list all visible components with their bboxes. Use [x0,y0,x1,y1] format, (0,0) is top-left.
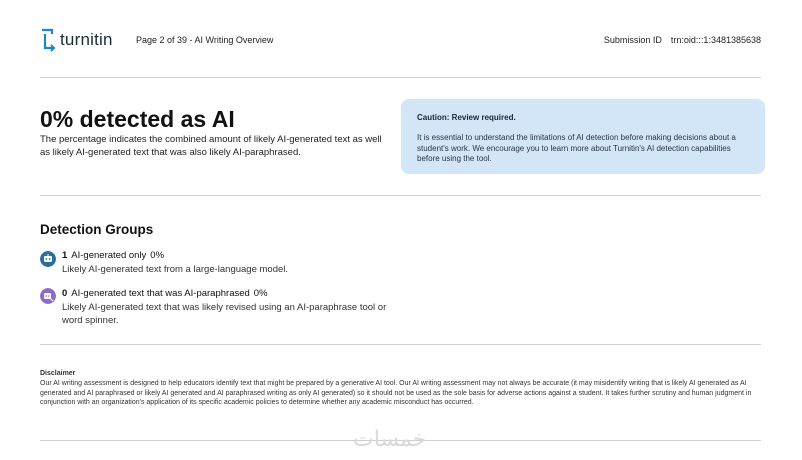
group-label: AI-generated text that was AI-paraphrased [71,288,250,299]
disclaimer-label: Disclaimer [40,370,76,377]
robot-icon [40,251,56,267]
group-label: AI-generated only [71,250,147,261]
submission-info [604,35,761,45]
caution-box [401,99,765,174]
detection-group-ai-paraphrased [62,288,268,299]
group-description: Likely AI-generated text that was likely revised using an AI-paraphrase tool or word spinner. [62,302,387,326]
group-percent: 0% [253,288,268,299]
group-icon-wrapper [40,288,56,309]
disclaimer-text: Our AI writing assessment is designed to help educators identify text that might be prepared by a generative AI tool. Our AI writing assessment may not always be accurate (it may misidentify writing that is likely AI generated as AI generated and AI paraphrased or likely AI generated and AI paraphrased writing as only AI generated) so it should not be used as the sole basis for adverse actions against a student. It takes further scrutiny and human judgment in conjunction with an organization's application of its specific academic policies to determine whether any academic misconduct has occurred. [40,380,752,406]
caution-body: It is essential to understand the limitations of AI detection before making decisions about a student's work. We encourage you to learn more about Turnitin's AI detection capabilities before using the tool. [417,133,736,163]
caution-title: Caution: Review required. [417,113,516,122]
divider [40,77,761,78]
watermark: خمسات [353,427,427,452]
turnitin-logo [40,28,113,52]
submission-label: Submission ID [603,35,662,45]
divider [40,195,761,196]
group-count: 0 [62,288,68,299]
group-count: 1 [62,250,68,261]
turnitin-logo-icon [40,28,56,52]
group-percent: 0% [150,250,165,261]
divider [40,344,761,345]
ai-detection-description: The percentage indicates the combined amount of likely AI-generated text as well as likely AI-generated text that was also likely AI-paraphrased. [40,134,382,158]
ai-detection-percentage-title: 0% detected as AI [40,106,235,132]
paraphrase-icon [40,288,56,304]
detection-group-ai-generated [62,250,164,261]
group-description: Likely AI-generated text from a large-language model. [62,264,289,275]
submission-id: trn:oid:::1:3481385638 [670,35,761,45]
logo-text: turnitin [60,30,113,49]
group-icon-wrapper [40,251,56,272]
detection-groups-title: Detection Groups [40,222,154,237]
page-info: Page 2 of 39 - AI Writing Overview [136,35,274,45]
